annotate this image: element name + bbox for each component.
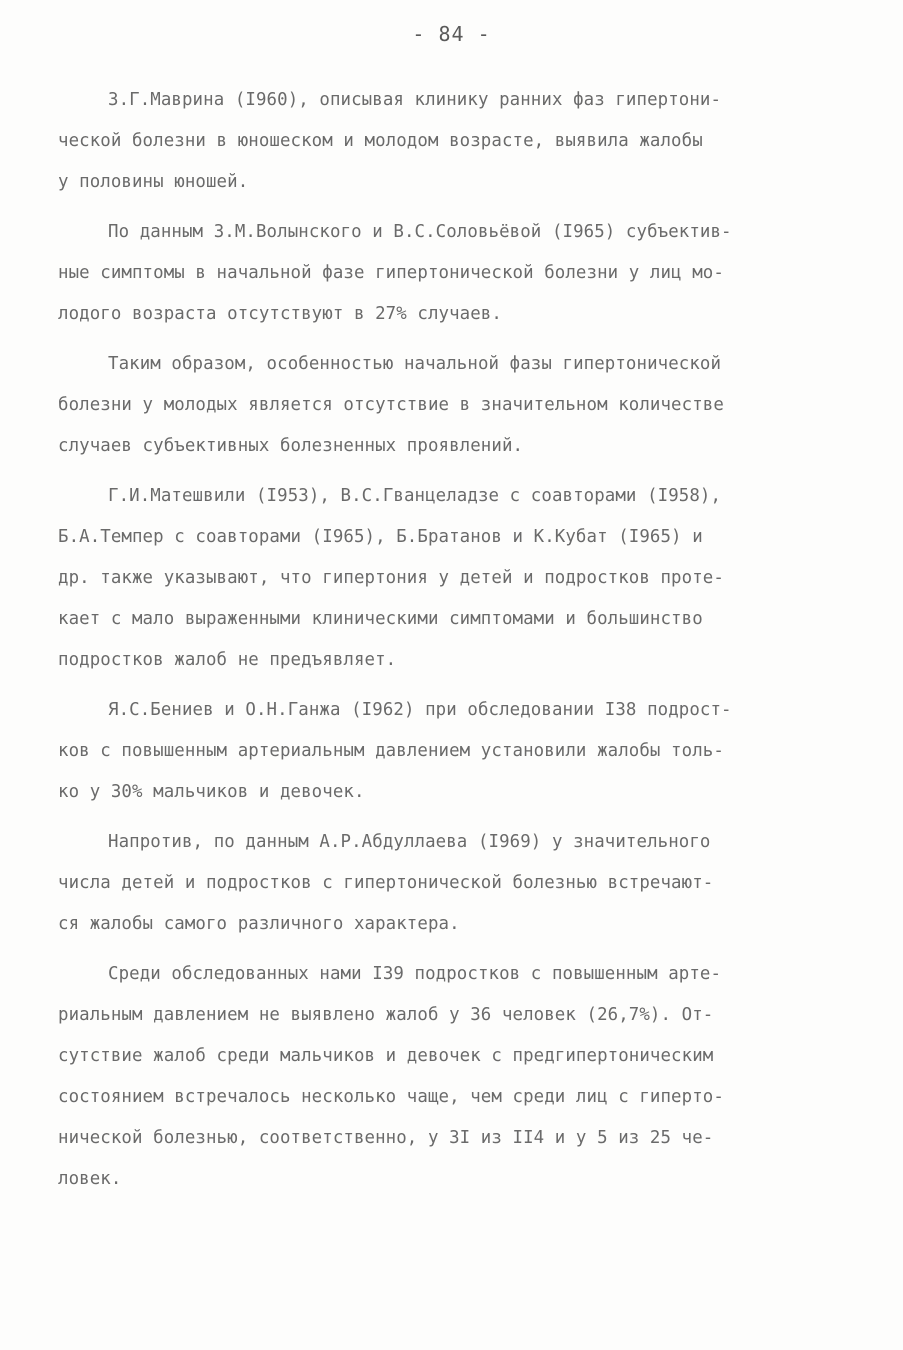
paragraph	[58, 344, 858, 467]
text-line: ко у 30% мальчиков и девочек.	[58, 782, 365, 802]
text-line: др. также указывают, что гипертония у детей и подростков проте-	[58, 568, 724, 588]
text-line: у половины юношей.	[58, 172, 249, 192]
text-line: сутствие жалоб среди мальчиков и девочек с предгипертоническим	[58, 1046, 714, 1066]
text-line: Таким образом, особенностью начальной фазы гипертонической	[108, 354, 722, 374]
page-number: - 84 -	[412, 22, 491, 46]
text-line: З.Г.Маврина (I960), описывая клинику ранних фаз гипертони-	[108, 90, 722, 110]
text-line: кает с мало выраженными клиническими симптомами и большинство	[58, 609, 703, 629]
text-line: состоянием встречалось несколько чаще, чем среди лиц с гиперто-	[58, 1087, 724, 1107]
paragraph	[58, 212, 858, 335]
text-line: Напротив, по данным А.Р.Абдуллаева (I969) у значительного	[108, 832, 711, 852]
text-line: ческой болезни в юношеском и молодом возрасте, выявила жалобы	[58, 131, 703, 151]
text-line: ловек.	[58, 1169, 122, 1189]
text-line: риальным давлением не выявлено жалоб у 36 человек (26,7%). От-	[58, 1005, 714, 1025]
text-line: лодого возраста отсутствуют в 27% случаев.	[58, 304, 502, 324]
text-line: ся жалобы самого различного характера.	[58, 914, 460, 934]
text-line: числа детей и подростков с гипертонической болезнью встречают-	[58, 873, 714, 893]
paragraph	[58, 80, 858, 203]
text-line: Я.С.Бениев и О.Н.Ганжа (I962) при обследовании I38 подрост-	[108, 700, 732, 720]
paragraph	[58, 954, 858, 1200]
text-line: По данным З.М.Волынского и В.С.Соловьёвой (I965) субъектив-	[108, 222, 732, 242]
text-line: Среди обследованных нами I39 подростков с повышенным арте-	[108, 964, 722, 984]
paragraph	[58, 822, 858, 945]
paragraph	[58, 690, 858, 813]
text-line: ков с повышенным артериальным давлением установили жалобы толь-	[58, 741, 724, 761]
text-line: ные симптомы в начальной фазе гипертонической болезни у лиц мо-	[58, 263, 724, 283]
text-line: болезни у молодых является отсутствие в значительном количестве	[58, 395, 724, 415]
text-line: нической болезнью, соответственно, у 3I из II4 и у 5 из 25 че-	[58, 1128, 714, 1148]
text-line: случаев субъективных болезненных проявлений.	[58, 436, 524, 456]
text-line: Б.А.Темпер с соавторами (I965), Б.Братанов и К.Кубат (I965) и	[58, 527, 703, 547]
text-line: подростков жалоб не предъявляет.	[58, 650, 397, 670]
text-line: Г.И.Матешвили (I953), В.С.Гванцеладзе с соавторами (I958),	[108, 486, 722, 506]
body-text	[58, 80, 858, 1209]
paragraph	[58, 476, 858, 681]
